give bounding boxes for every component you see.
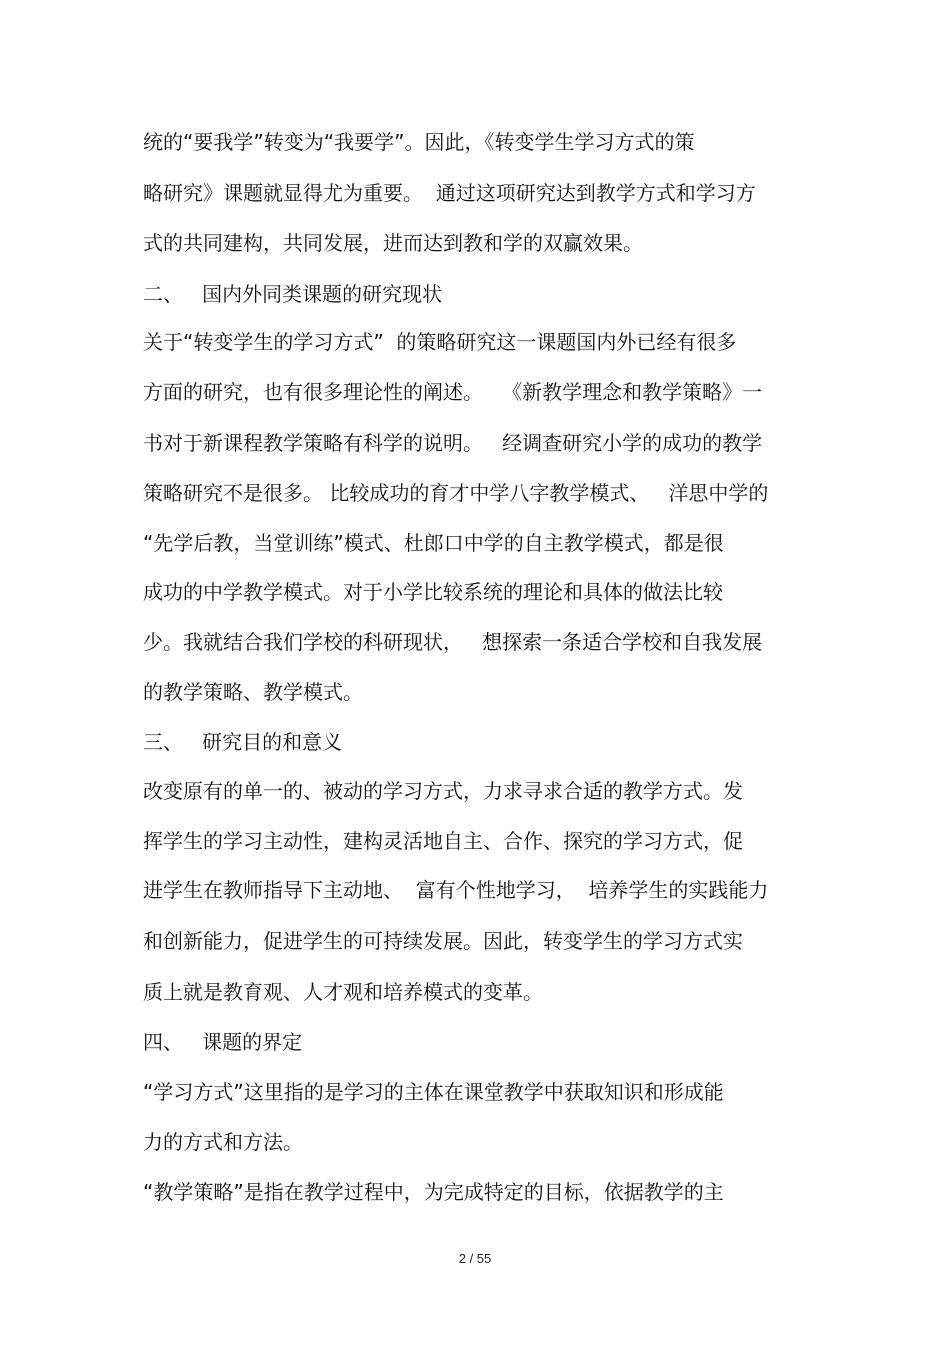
- body-text-line: 策略研究不是很多。 比较成功的育才中学八字教学模式、 洋思中学的: [143, 481, 769, 505]
- body-text-line: “教学策略”是指在教学过程中，为完成特定的目标，依据教学的主: [143, 1180, 724, 1204]
- body-text-line: 成功的中学教学模式。对于小学比较系统的理论和具体的做法比较: [143, 580, 723, 604]
- body-text-line: 挥学生的学习主动性，建构灵活地自主、合作、探究的学习方式，促: [143, 829, 743, 853]
- body-text-line: “学习方式”这里指的是学习的主体在课堂教学中获取知识和形成能: [143, 1080, 724, 1104]
- body-text-line: 进学生在教师指导下主动地、 富有个性地学习， 培养学生的实践能力: [143, 878, 769, 902]
- body-text-line: 改变原有的单一的、被动的学习方式，力求寻求合适的教学方式。发: [143, 779, 743, 803]
- body-text-line: 少。我就结合我们学校的科研现状， 想探索一条适合学校和自我发展: [143, 630, 763, 654]
- body-text-line: 质上就是教育观、人才观和培养模式的变革。: [143, 980, 543, 1004]
- body-text-line: 书对于新课程教学策略有科学的说明。 经调查研究小学的成功的教学: [143, 431, 763, 455]
- body-text-line: 式的共同建构，共同发展，进而达到教和学的双赢效果。: [143, 231, 643, 255]
- section-heading: 三、 研究目的和意义: [143, 730, 343, 754]
- section-heading: 二、 国内外同类课题的研究现状: [143, 282, 443, 306]
- body-text-line: 力的方式和方法。: [143, 1130, 303, 1154]
- body-text-line: 关于“转变学生的学习方式” 的策略研究这一课题国内外已经有很多: [143, 330, 737, 354]
- body-text-line: 略研究》课题就显得尤为重要。 通过这项研究达到教学方式和学习方: [143, 181, 756, 205]
- page-number: 2 / 55: [458, 1251, 492, 1266]
- body-text-line: 的教学策略、教学模式。: [143, 680, 363, 704]
- body-text-line: “先学后教，当堂训练”模式、杜郎口中学的自主教学模式，都是很: [143, 531, 724, 555]
- body-text-line: 方面的研究，也有很多理论性的阐述。 《新教学理念和教学策略》一: [143, 380, 763, 404]
- section-heading: 四、 课题的界定: [143, 1030, 303, 1054]
- body-text-line: 统的“要我学”转变为“我要学”。因此，《转变学生学习方式的策: [143, 130, 695, 154]
- body-text-line: 和创新能力，促进学生的可持续发展。因此，转变学生的学习方式实: [143, 929, 743, 953]
